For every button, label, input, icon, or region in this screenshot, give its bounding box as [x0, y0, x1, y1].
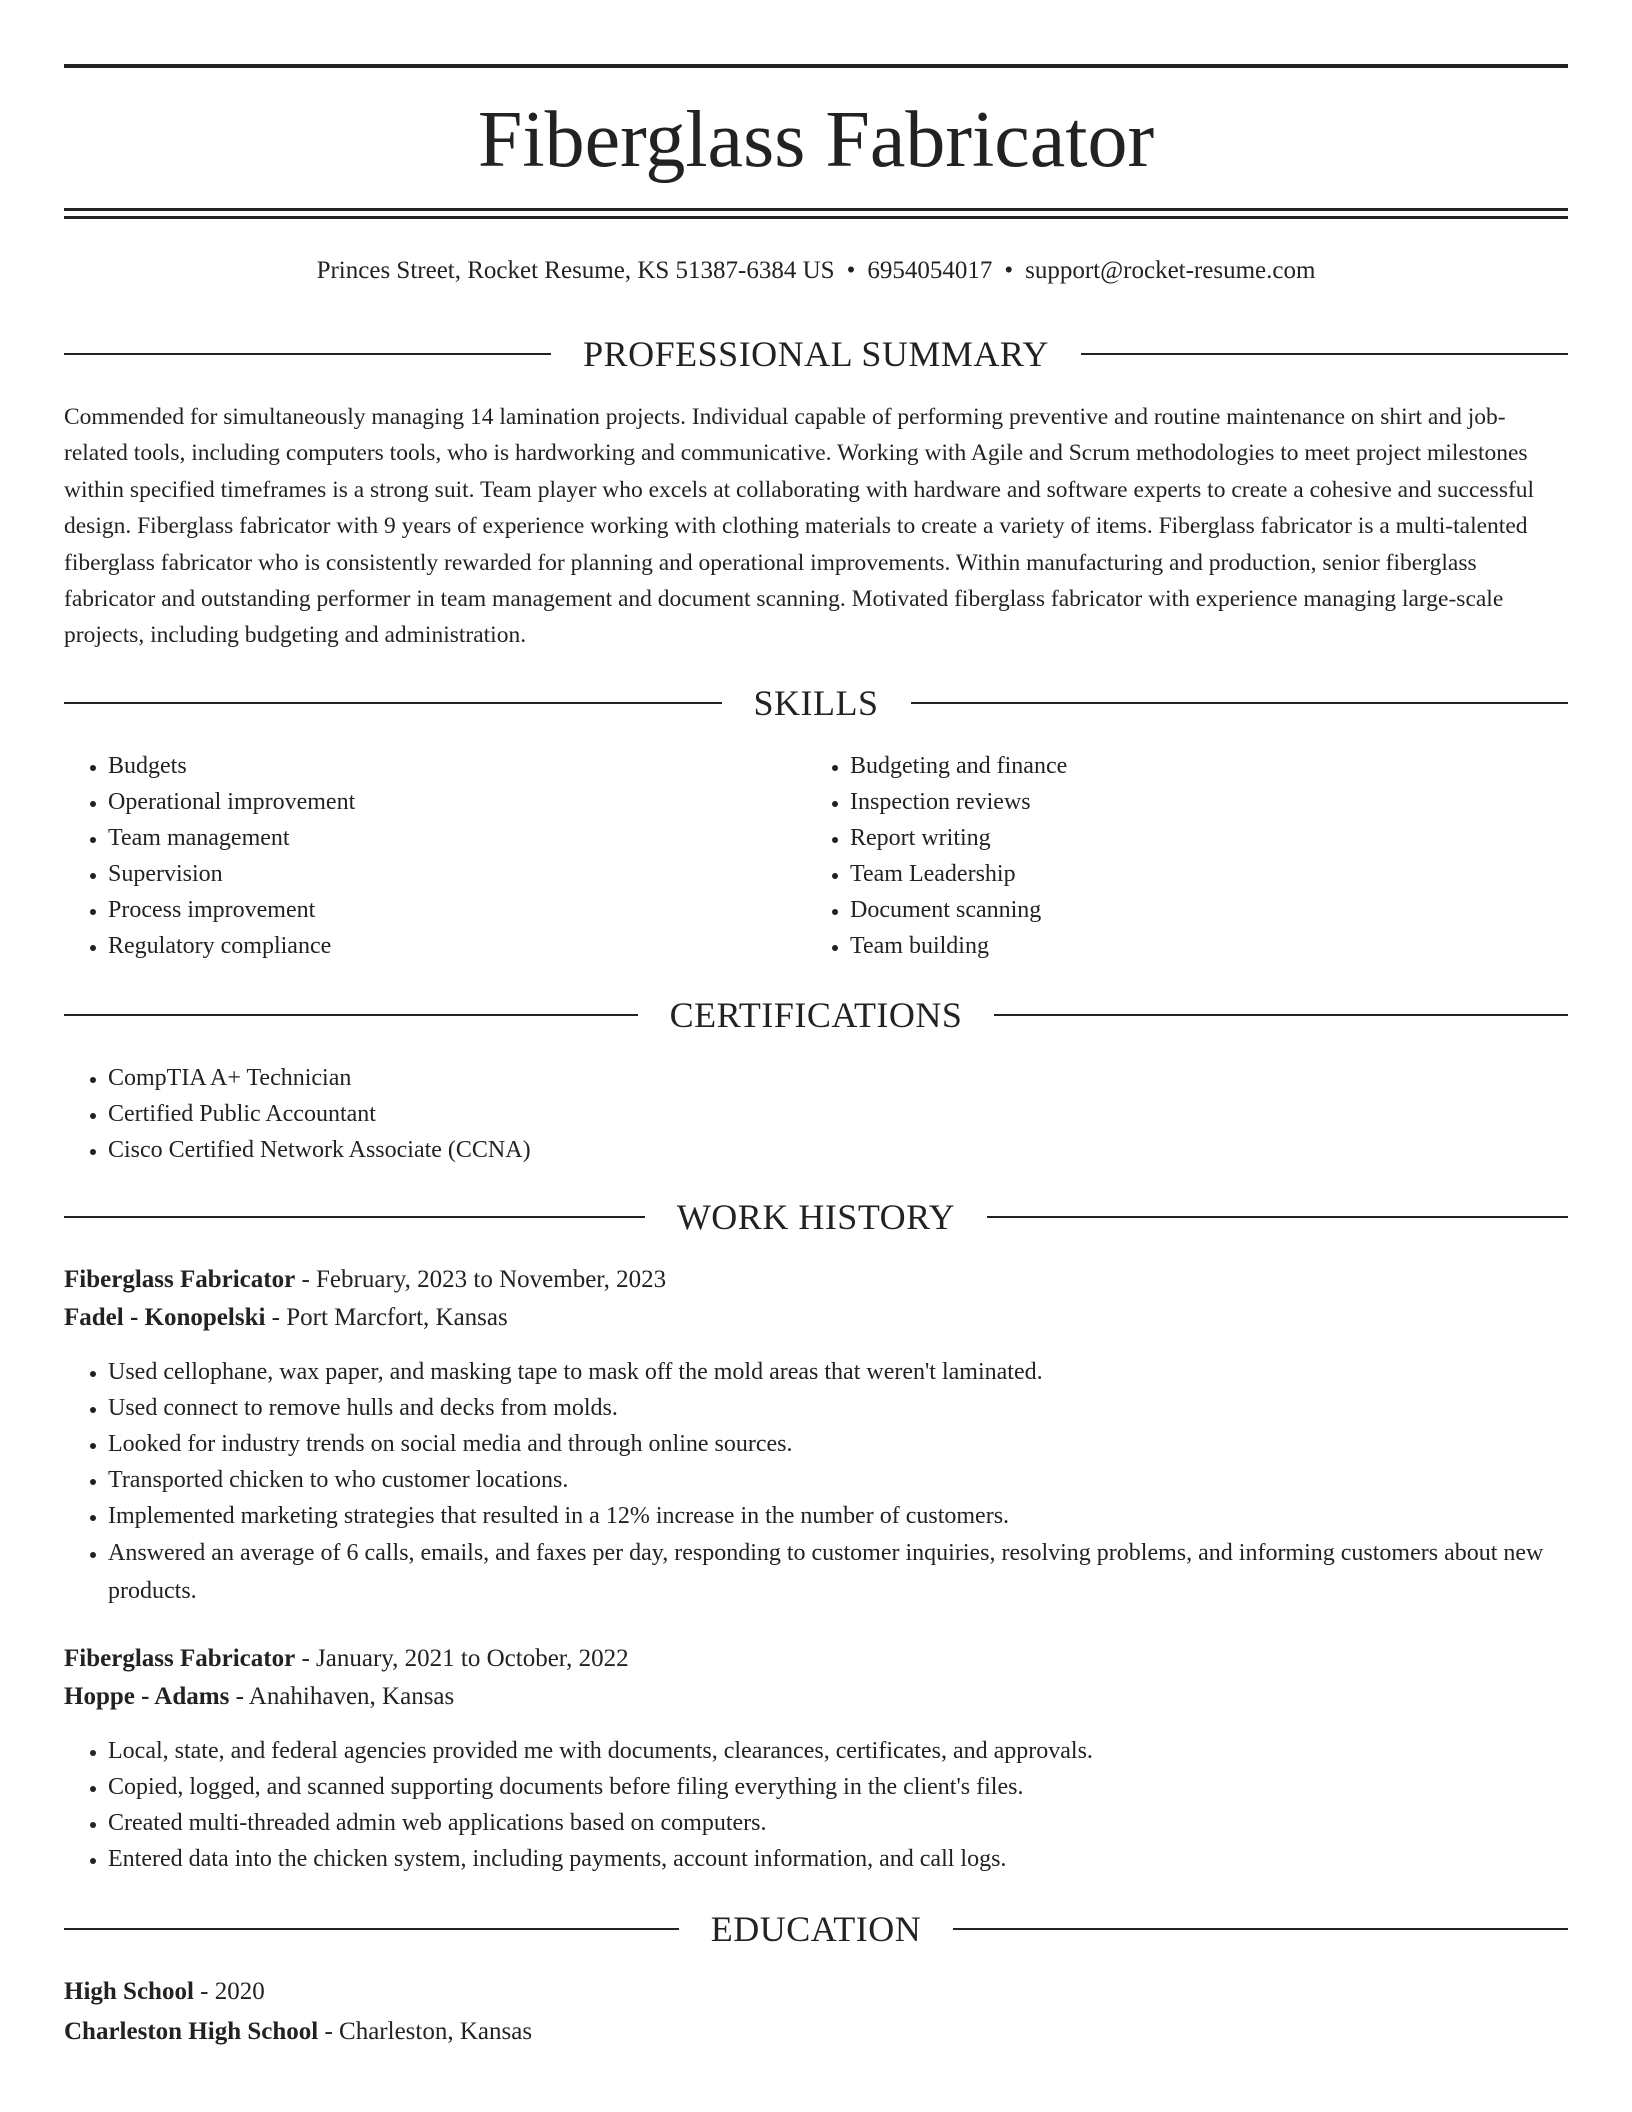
divider — [1081, 353, 1568, 355]
work-history-heading-label: WORK HISTORY — [676, 1197, 956, 1237]
skills-heading — [64, 681, 1568, 725]
job-bullet: • Looked for industry trends on social media and through online sources. — [108, 1426, 1612, 1462]
job-company-line: Fadel - Konopelski - Port Marcfort, Kansas — [64, 1304, 508, 1331]
job-bullets — [64, 1354, 1612, 1610]
education-school-line: Charleston High School - Charleston, Kansas — [64, 2018, 533, 2045]
divider — [64, 1216, 645, 1218]
divider — [911, 702, 1569, 704]
job-company-line: Hoppe - Adams - Anahihaven, Kansas — [64, 1683, 455, 1710]
divider — [64, 353, 551, 355]
job-title-line: Fiberglass Fabricator - January, 2021 to October, 2022 — [64, 1645, 629, 1672]
education-heading — [64, 1907, 1568, 1951]
divider — [987, 1216, 1568, 1218]
skill-item: • Team management — [108, 820, 808, 856]
contact-email: support@rocket-resume.com — [1025, 257, 1316, 284]
skill-item: • Team building — [850, 928, 1550, 964]
summary-heading — [64, 332, 1568, 376]
job-bullet: • Answered an average of 6 calls, emails, and faxes per day, responding to customer inquiries, resolving problems, and informing customers about new products. — [108, 1534, 1612, 1610]
header-top-rule — [64, 64, 1568, 68]
education-school: Charleston High School — [64, 2018, 319, 2045]
certification-item: • Cisco Certified Network Associate (CCNA) — [108, 1132, 1508, 1168]
skills-list-left — [64, 748, 808, 964]
skill-item: • Budgets — [108, 748, 808, 784]
education-location: Charleston, Kansas — [339, 2018, 533, 2045]
divider — [64, 1014, 638, 1016]
contact-phone: 6954054017 — [867, 257, 993, 284]
divider — [64, 702, 722, 704]
job-bullet: • Implemented marketing strategies that resulted in a 12% increase in the number of customers. — [108, 1498, 1612, 1534]
resume-title: Fiberglass Fabricator — [477, 96, 1155, 184]
contact-separator: • — [846, 257, 856, 284]
skill-item: • Inspection reviews — [850, 784, 1550, 820]
skill-item: • Regulatory compliance — [108, 928, 808, 964]
certifications-heading — [64, 993, 1568, 1037]
job-location: Port Marcfort, Kansas — [286, 1304, 508, 1331]
summary-text: Commended for simultaneously managing 14 lamination projects. Individual capable of performing preventive and routine maintenance on shirt and job-related tools, including computers tools, who is hardworking and communicative. Working with Agile and Scrum methodologies to meet project milestones within specified timeframes is a strong suit. Team player who excels at collaborating with hardware and software experts to create a cohesive and successful design. Fiberglass fabricator with 9 years of experience working with clothing materials to create a variety of items. Fiberglass fabricator is a multi-talented fiberglass fabricator who is consistently rewarded for planning and operational improvements. Within manufacturing and production, senior fiberglass fabricator and outstanding performer in team management and document scanning. Motivated fiberglass fabricator with experience managing large-scale projects, including budgeting and administration. — [64, 404, 1535, 649]
job-bullet: • Used connect to remove hulls and decks from molds. — [108, 1390, 1612, 1426]
skill-item: • Operational improvement — [108, 784, 808, 820]
job-bullet: • Copied, logged, and scanned supporting documents before filing everything in the client's files. — [108, 1769, 1612, 1805]
education-year: 2020 — [214, 1978, 265, 2005]
education-degree: High School — [64, 1978, 194, 2005]
contact-separator: • — [1004, 257, 1014, 284]
job-company: Fadel - Konopelski — [64, 1304, 266, 1331]
certifications-heading-label: CERTIFICATIONS — [669, 995, 963, 1035]
job-bullet: • Used cellophane, wax paper, and masking tape to mask off the mold areas that weren't laminated. — [108, 1354, 1612, 1390]
skill-item: • Team Leadership — [850, 856, 1550, 892]
certification-item: • CompTIA A+ Technician — [108, 1060, 1508, 1096]
job-company: Hoppe - Adams — [64, 1683, 230, 1710]
job-location: Anahihaven, Kansas — [248, 1683, 455, 1710]
skill-item: • Report writing — [850, 820, 1550, 856]
education-heading-label: EDUCATION — [710, 1909, 922, 1949]
contact-line — [64, 254, 1568, 288]
job-bullet: • Transported chicken to who customer locations. — [108, 1462, 1612, 1498]
work-history-heading — [64, 1195, 1568, 1239]
job-title: Fiberglass Fabricator — [64, 1645, 296, 1672]
job-bullets — [64, 1733, 1612, 1877]
header-double-rule-upper — [64, 208, 1568, 211]
summary-heading-label: PROFESSIONAL SUMMARY — [583, 334, 1049, 374]
divider — [994, 1014, 1568, 1016]
job-bullet: • Entered data into the chicken system, including payments, account information, and call logs. — [108, 1841, 1612, 1877]
skill-item: • Document scanning — [850, 892, 1550, 928]
education-degree-line: High School - 2020 — [64, 1978, 265, 2005]
contact-address: Princes Street, Rocket Resume, KS 51387-6384 US — [316, 257, 835, 284]
job-title-line: Fiberglass Fabricator - February, 2023 to November, 2023 — [64, 1266, 667, 1293]
divider — [64, 1928, 679, 1930]
job-bullet: • Local, state, and federal agencies provided me with documents, clearances, certificates, and approvals. — [108, 1733, 1612, 1769]
skill-item: • Process improvement — [108, 892, 808, 928]
skill-item: • Supervision — [108, 856, 808, 892]
job-dates: January, 2021 to October, 2022 — [316, 1645, 629, 1672]
skill-item: • Budgeting and finance — [850, 748, 1550, 784]
job-title: Fiberglass Fabricator — [64, 1266, 296, 1293]
skills-heading-label: SKILLS — [753, 683, 879, 723]
job-bullet: • Created multi-threaded admin web applications based on computers. — [108, 1805, 1612, 1841]
job-dates: February, 2023 to November, 2023 — [316, 1266, 667, 1293]
certifications-list — [64, 1060, 1508, 1168]
divider — [953, 1928, 1568, 1930]
certification-item: • Certified Public Accountant — [108, 1096, 1508, 1132]
header-double-rule-lower — [64, 216, 1568, 219]
skills-list-right — [806, 748, 1550, 964]
